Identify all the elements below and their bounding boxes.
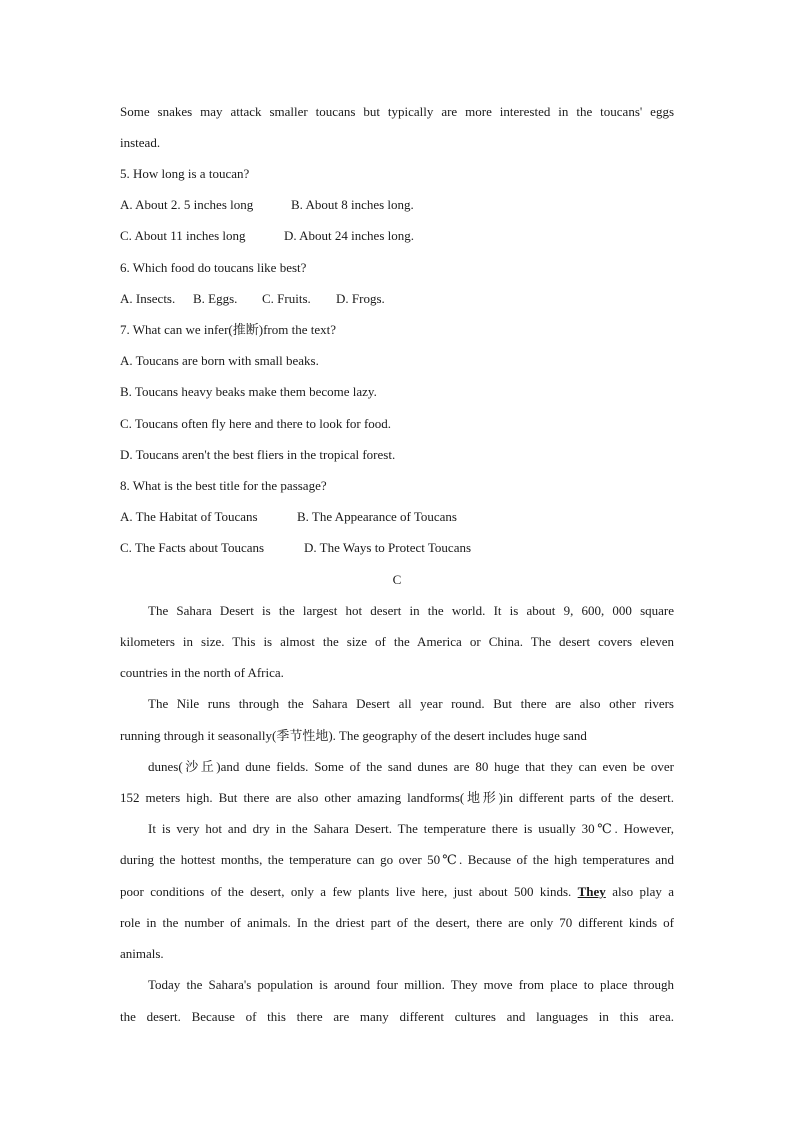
option-b: B. Eggs. [193, 291, 238, 306]
option-c: C. About 11 inches long [120, 228, 246, 243]
option-a: A. Insects. [120, 291, 176, 306]
passage-line: dunes(沙丘)and dune fields. Some of the sand dunes are 80 huge that they can even be over [148, 759, 674, 774]
option-d: D. The Ways to Protect Toucans [304, 540, 472, 555]
option-d: D. About 24 inches long. [284, 228, 414, 243]
option-c: C. Fruits. [262, 291, 311, 306]
text-line: instead. [120, 135, 161, 150]
passage-line: running through it seasonally(季节性地). The geography of the desert includes huge sand [120, 728, 587, 743]
option-a: A. About 2. 5 inches long [120, 197, 254, 212]
option-a: A. The Habitat of Toucans [120, 509, 258, 524]
question-stem: 8. What is the best title for the passage? [120, 478, 327, 493]
passage-line [120, 882, 674, 902]
question-stem: 6. Which food do toucans like best? [120, 260, 307, 275]
option-c: C. Toucans often fly here and there to look for food. [120, 416, 392, 431]
passage-text: poor conditions of the desert, only a few plants live here, just about 500 kinds. [120, 884, 572, 899]
passage-line: Today the Sahara's population is around four million. They move from place to place through [148, 977, 674, 992]
passage-line: countries in the north of Africa. [120, 665, 284, 680]
question-options [120, 507, 674, 527]
question-options [120, 289, 674, 309]
option-a: A. Toucans are born with small beaks. [120, 353, 319, 368]
option-c: C. The Facts about Toucans [120, 540, 265, 555]
passage-line: kilometers in size. This is almost the size of the America or China. The desert covers eleven [120, 634, 674, 649]
passage-line: during the hottest months, the temperature can go over 50℃. Because of the high temperatures and [120, 852, 674, 867]
option-b: B. The Appearance of Toucans [297, 509, 457, 524]
passage-line: animals. [120, 946, 164, 961]
passage-text: also play a [612, 884, 675, 899]
question-options [120, 538, 674, 558]
passage-line: It is very hot and dry in the Sahara Desert. The temperature there is usually 30℃. However, [148, 821, 674, 836]
passage-line: The Nile runs through the Sahara Desert all year round. But there are also other rivers [148, 696, 674, 711]
option-b: B. Toucans heavy beaks make them become lazy. [120, 384, 377, 399]
passage-line: The Sahara Desert is the largest hot desert in the world. It is about 9, 600, 000 square [148, 603, 674, 618]
question-stem: 5. How long is a toucan? [120, 166, 250, 181]
option-b: B. About 8 inches long. [291, 197, 414, 212]
text-line: Some snakes may attack smaller toucans but typically are more interested in the toucans' eggs [120, 104, 674, 119]
passage-line: the desert. Because of this there are many different cultures and languages in this area. [120, 1009, 674, 1024]
question-options [120, 195, 674, 215]
underlined-word: They [577, 884, 606, 899]
option-d: D. Frogs. [336, 291, 385, 306]
question-options [120, 226, 674, 246]
passage-line: role in the number of animals. In the driest part of the desert, there are only 70 different kinds of [120, 915, 674, 930]
question-stem: 7. What can we infer(推断)from the text? [120, 322, 336, 337]
passage-line: 152 meters high. But there are also other amazing landforms(地形)in different parts of the desert. [120, 790, 674, 805]
section-heading: C [392, 572, 402, 587]
option-d: D. Toucans aren't the best fliers in the tropical forest. [120, 447, 396, 462]
